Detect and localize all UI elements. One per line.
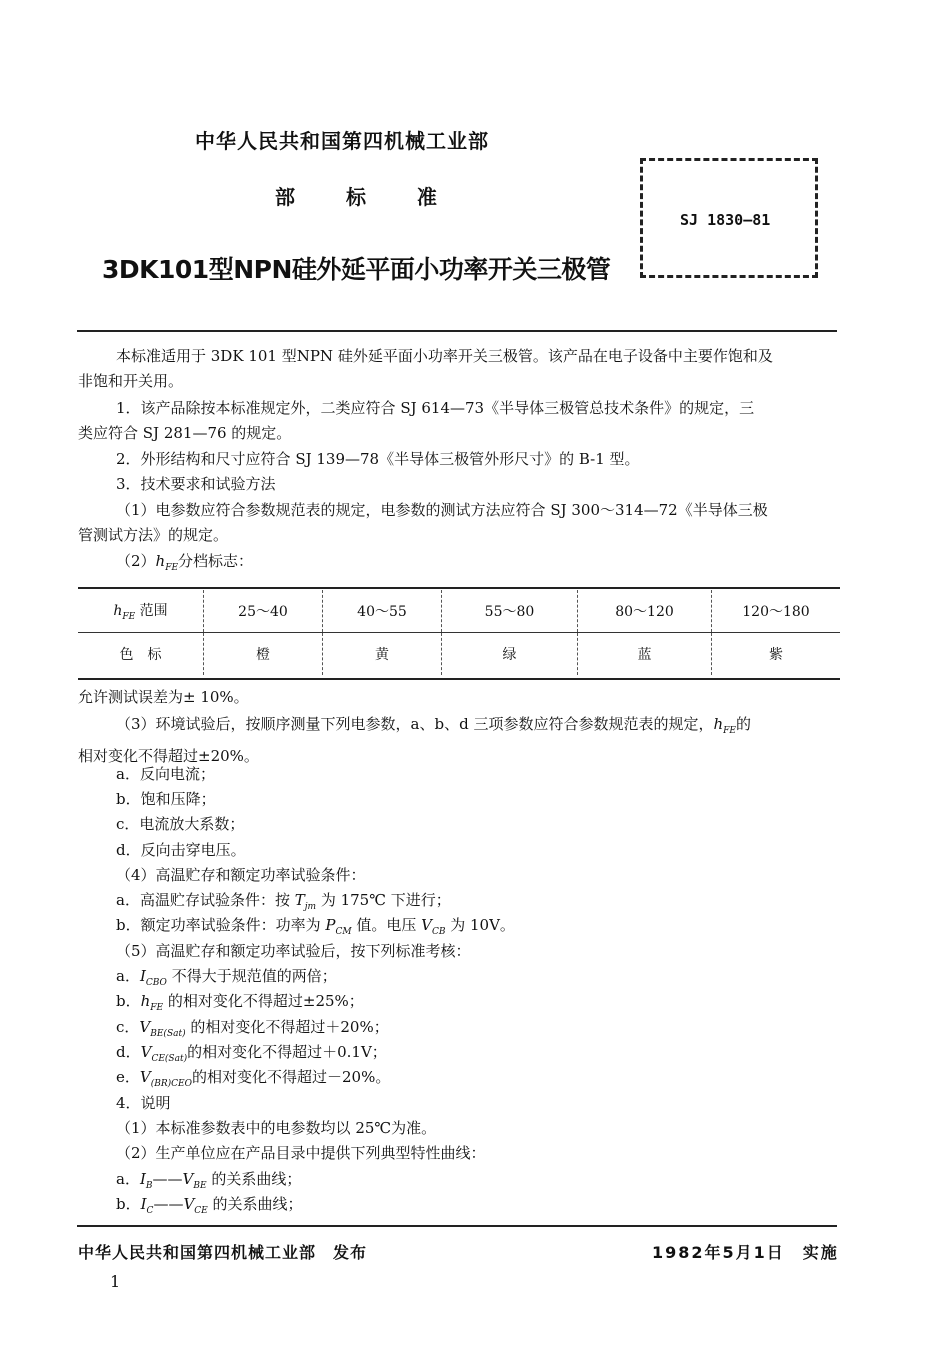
tjm-symbol: T <box>294 891 305 909</box>
tolerance-note: 允许测试误差为± 10%。 <box>78 688 249 706</box>
vbe-symbol: V <box>139 1018 151 1036</box>
color-cell: 黄 <box>323 633 442 676</box>
clause-3-3-text: （3）环境试验后，按顺序测量下列电参数，a、b、d 三项参数应符合参数规范表的规定， <box>116 715 714 733</box>
hfe-subscript: FE <box>150 1003 164 1013</box>
clause-3-1-line-2: 管测试方法》的规定。 <box>78 526 229 544</box>
hfe-grade-table <box>78 590 840 675</box>
clause-4-2: （2）生产单位应在产品目录中提供下列典型特性曲线： <box>116 1144 486 1162</box>
text: a． <box>116 967 140 985</box>
list-item-a: a．反向电流； <box>116 765 215 783</box>
vcb-symbol: V <box>421 916 432 934</box>
clause-3-1-line-1: （1）电参数应符合参数规范表的规定，电参数的测试方法应符合 SJ 300～314—72《半导体三极 <box>116 501 768 519</box>
table-top-rule <box>78 587 840 589</box>
vbrceo-symbol: V <box>139 1068 151 1086</box>
clause-3-3-line-1 <box>78 712 842 744</box>
range-label-subscript: FE <box>122 611 136 622</box>
footer-effective-date: 1982年5月1日 实施 <box>652 1243 839 1262</box>
text: e． <box>116 1068 140 1086</box>
clause-3-2-suffix: 分档标志： <box>178 552 254 570</box>
clause-3-2-prefix: （2） <box>116 552 156 570</box>
color-cell: 蓝 <box>578 633 712 676</box>
range-cell: 55～80 <box>442 590 578 633</box>
clause-3-1 <box>78 498 842 548</box>
text: 为 10V。 <box>445 916 515 934</box>
dash: —— <box>153 1195 184 1213</box>
vbe-subscript: BE <box>193 1181 207 1191</box>
ib-symbol: I <box>139 1170 146 1188</box>
issuing-ministry: 中华人民共和国第四机械工业部 <box>195 129 489 153</box>
text: 的关系曲线； <box>206 1170 302 1188</box>
clause-1-line-1: 1．该产品除按本标准规定外，二类应符合 SJ 614—73《半导体三极管总技术条件》的规定，三 <box>116 399 755 417</box>
intro-line-1: 本标准适用于 3DK 101 型NPN 硅外延平面小功率开关三极管。该产品在电子设备中主要作饱和及 <box>116 347 773 365</box>
text: c． <box>116 1018 140 1036</box>
hfe-subscript: FE <box>723 726 736 736</box>
clause-3-4: （4）高温贮存和额定功率试验条件： <box>116 866 366 884</box>
intro-line-2: 非饱和开关用。 <box>78 372 184 390</box>
text: 的相对变化不得超过－20%。 <box>191 1068 391 1086</box>
list-item-c: c．电流放大系数； <box>116 815 245 833</box>
clause-4-1: （1）本标准参数表中的电参数均以 25℃为准。 <box>116 1119 437 1137</box>
text: 为 175℃ 下进行； <box>316 891 451 909</box>
vce-subscript: CE <box>194 1206 208 1216</box>
color-label-cell: 色 标 <box>119 647 162 663</box>
text: d． <box>116 1043 141 1061</box>
range-label-cell <box>78 590 204 633</box>
range-cell: 40～55 <box>323 590 442 633</box>
vbe-subscript: BE(Sat) <box>150 1029 186 1039</box>
list-item-d: d．反向击穿电压。 <box>116 841 246 859</box>
text: 值。电压 <box>351 916 422 934</box>
text: a．高温贮存试验条件：按 <box>116 891 295 909</box>
list-item-b: b．饱和压降； <box>116 790 216 808</box>
footer-issuer: 中华人民共和国第四机械工业部 发布 <box>78 1243 368 1262</box>
pcm-subscript: CM <box>335 927 352 937</box>
color-cell: 橙 <box>204 633 323 676</box>
text: b． <box>116 1195 141 1213</box>
text: 的相对变化不得超过±25%； <box>163 992 364 1010</box>
table-row-color <box>78 633 840 676</box>
ic-symbol: I <box>140 1195 147 1213</box>
vce-subscript: CE(Sat) <box>151 1054 188 1064</box>
hfe-symbol: h <box>140 992 151 1010</box>
vbrceo-subscript: (BR)CEO <box>150 1079 192 1089</box>
standard-type: 部 标 准 <box>275 185 438 209</box>
tjm-subscript: jm <box>304 902 317 912</box>
clause-3-5: （5）高温贮存和额定功率试验后，按下列标准考核： <box>116 942 471 960</box>
dash: —— <box>152 1170 183 1188</box>
text: 的关系曲线； <box>207 1195 303 1213</box>
intro-paragraph <box>78 344 842 394</box>
text: a． <box>116 1170 140 1188</box>
clause-1 <box>78 396 842 446</box>
text: b． <box>116 992 141 1010</box>
clause-4-heading: 4．说明 <box>116 1094 171 1112</box>
range-cell: 80～120 <box>578 590 712 633</box>
header-rule <box>77 330 837 332</box>
document-title: 3DK101型NPN硅外延平面小功率开关三极管 <box>102 255 611 284</box>
ib-subscript: B <box>145 1181 153 1191</box>
vcb-subscript: CB <box>431 927 446 937</box>
color-cell: 紫 <box>712 633 841 676</box>
table-bottom-rule <box>78 678 840 680</box>
clause-2: 2．外形结构和尺寸应符合 SJ 139—78《半导体三极管外形尺寸》的 B-1 型。 <box>116 450 640 468</box>
table-row-range <box>78 590 840 633</box>
hfe-subscript: FE <box>165 563 179 573</box>
hfe-symbol: h <box>713 715 724 733</box>
ic-subscript: C <box>146 1206 154 1216</box>
color-cell: 绿 <box>442 633 578 676</box>
clause-3-heading: 3．技术要求和试验方法 <box>116 475 276 493</box>
pcm-symbol: P <box>325 916 336 934</box>
vce-symbol: V <box>183 1195 195 1213</box>
text: 不得大于规范值的两倍； <box>166 967 337 985</box>
range-label-symbol: h <box>113 603 123 620</box>
clause-1-line-2: 类应符合 SJ 281—76 的规定。 <box>78 424 292 442</box>
hfe-symbol: h <box>155 552 166 570</box>
clause-3-2 <box>116 549 253 581</box>
vce-symbol: V <box>140 1043 152 1061</box>
text: 的相对变化不得超过＋20%； <box>185 1018 389 1036</box>
icbo-subscript: CBO <box>145 978 167 988</box>
page-number: 1 <box>110 1272 121 1291</box>
clause-3-3-tail: 的 <box>735 715 751 733</box>
text: 的相对变化不得超过＋0.1V； <box>187 1043 387 1061</box>
text: b．额定功率试验条件：功率为 <box>116 916 326 934</box>
range-label-text: 范围 <box>135 603 168 620</box>
footer-rule <box>77 1225 837 1227</box>
clause-3-3 <box>78 712 842 769</box>
vbe-symbol: V <box>182 1170 194 1188</box>
clause-4-2-b <box>116 1192 303 1224</box>
range-cell: 120～180 <box>712 590 841 633</box>
range-cell: 25～40 <box>204 590 323 633</box>
icbo-symbol: I <box>139 967 146 985</box>
clause-3-3-line-2: 相对变化不得超过±20%。 <box>78 747 259 765</box>
standard-number: SJ 1830—81 <box>680 211 771 229</box>
